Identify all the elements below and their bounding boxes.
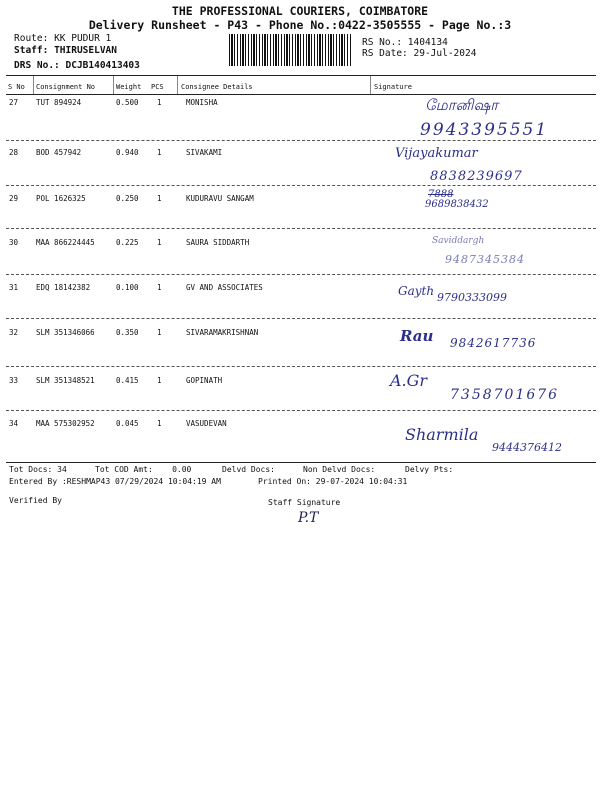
cell-consignee: SAURA SIDDARTH <box>186 238 250 247</box>
cell-weight: 0.250 <box>116 194 139 203</box>
handwritten-phone: 8838239697 <box>430 169 523 184</box>
row-separator <box>6 410 596 411</box>
col-header-consignment: Consignment No <box>36 83 96 91</box>
cell-sno: 30 <box>9 238 19 247</box>
verified-by-label: Verified By <box>9 496 62 505</box>
cell-pcs: 1 <box>157 98 162 107</box>
row-separator <box>6 318 596 319</box>
cell-consignee: KUDURAVU SANGAM <box>186 194 254 203</box>
row-separator <box>6 366 596 367</box>
handwritten-signature: மோனிஷா <box>425 96 499 114</box>
total-cod-amount: Tot COD Amt: 0.00 <box>95 465 192 474</box>
cell-pcs: 1 <box>157 328 162 337</box>
rs-date-label: RS Date: <box>362 48 408 59</box>
rs-date-value: 29-Jul-2024 <box>413 48 477 59</box>
row-separator <box>6 140 596 141</box>
entered-by: Entered By :RESHMAP43 07/29/2024 10:04:19 AM <box>9 477 221 486</box>
cell-weight: 0.415 <box>116 376 139 385</box>
handwritten-phone: 7358701676 <box>450 387 560 403</box>
cell-sno: 34 <box>9 419 19 428</box>
staff-label: Staff: <box>14 45 49 56</box>
handwritten-signature: Rau <box>400 327 434 345</box>
handwritten-signature: 7888 <box>428 189 454 200</box>
col-header-consignee: Consignee Details <box>181 83 253 91</box>
row-separator <box>6 228 596 229</box>
cell-consignment: EDQ 18142382 <box>36 283 91 292</box>
col-header-weight: Weight <box>116 83 142 91</box>
cell-consignee: GV AND ASSOCIATES <box>186 283 263 292</box>
non-delivered-docs: Non Delvd Docs: <box>303 465 376 474</box>
col-divider <box>113 76 114 94</box>
drs-line <box>14 60 140 71</box>
handwritten-signature: Sharmila <box>405 425 479 444</box>
cell-pcs: 1 <box>157 194 162 203</box>
row-separator <box>6 185 596 186</box>
cell-sno: 31 <box>9 283 19 292</box>
cell-weight: 0.940 <box>116 148 139 157</box>
col-divider <box>370 76 371 94</box>
handwritten-phone: 9689838432 <box>425 199 489 210</box>
handwritten-signature: Saviddargh <box>432 236 485 246</box>
table-top-rule <box>6 75 596 76</box>
route-value: KK PUDUR 1 <box>54 33 112 44</box>
staff-signature-label: Staff Signature <box>268 498 341 507</box>
staff-value: THIRUSELVAN <box>54 45 117 56</box>
cell-consignee: GOPINATH <box>186 376 223 385</box>
route-label: Route: <box>14 33 49 44</box>
cell-consignee: MONISHA <box>186 98 218 107</box>
printed-on: Printed On: 29-07-2024 10:04:31 <box>258 477 408 486</box>
table-header-rule <box>6 94 596 95</box>
cell-sno: 33 <box>9 376 19 385</box>
barcode-image <box>229 34 351 66</box>
cell-sno: 29 <box>9 194 19 203</box>
delivery-points: Delvy Pts: <box>405 465 454 474</box>
runsheet-subtitle: Delivery Runsheet - P43 - Phone No.:0422-3505555 - Page No.:3 <box>88 18 512 32</box>
route-line <box>14 33 111 44</box>
cell-weight: 0.100 <box>116 283 139 292</box>
cell-consignee: VASUDEVAN <box>186 419 227 428</box>
staff-line <box>14 45 117 56</box>
col-header-pcs: PCS <box>151 83 164 91</box>
cell-weight: 0.500 <box>116 98 139 107</box>
cell-weight: 0.045 <box>116 419 139 428</box>
handwritten-phone: 9842617736 <box>450 336 537 350</box>
handwritten-phone: 9487345384 <box>445 253 525 266</box>
cell-consignment: POL 1626325 <box>36 194 86 203</box>
cell-consignment: SLM 351346066 <box>36 328 95 337</box>
cell-weight: 0.225 <box>116 238 139 247</box>
handwritten-signature: Gayth <box>398 284 435 298</box>
cell-pcs: 1 <box>157 148 162 157</box>
cell-pcs: 1 <box>157 376 162 385</box>
rs-date-line <box>362 48 476 59</box>
col-divider <box>177 76 178 94</box>
cell-consignment: SLM 351348521 <box>36 376 95 385</box>
cell-consignment: MAA 866224445 <box>36 238 95 247</box>
company-title: THE PROFESSIONAL COURIERS, COIMBATORE <box>171 4 429 18</box>
table-bottom-rule <box>6 462 596 463</box>
cell-sno: 27 <box>9 98 19 107</box>
cell-consignment: TUT 894924 <box>36 98 82 107</box>
col-divider <box>33 76 34 94</box>
delivered-docs: Delvd Docs: <box>222 465 275 474</box>
cell-pcs: 1 <box>157 238 162 247</box>
rs-no-value: 1404134 <box>407 37 448 48</box>
row-separator <box>6 274 596 275</box>
rs-no-label: RS No.: <box>362 37 403 48</box>
cell-consignment: BOD 457942 <box>36 148 82 157</box>
cell-sno: 28 <box>9 148 19 157</box>
cell-consignee: SIVARAMAKRISHNAN <box>186 328 259 337</box>
handwritten-phone: 9444376412 <box>492 441 562 454</box>
col-header-signature: Signature <box>374 83 412 91</box>
cell-weight: 0.350 <box>116 328 139 337</box>
drs-value: DCJB140413403 <box>65 60 140 71</box>
drs-label: DRS No.: <box>14 60 60 71</box>
cell-pcs: 1 <box>157 283 162 292</box>
cell-pcs: 1 <box>157 419 162 428</box>
cell-sno: 32 <box>9 328 19 337</box>
handwritten-signature: Vijayakumar <box>395 146 478 161</box>
handwritten-signature: A.Gr <box>390 371 428 390</box>
handwritten-phone: 9790333099 <box>437 291 507 304</box>
cell-consignment: MAA 575302952 <box>36 419 95 428</box>
rs-no-line <box>362 37 448 48</box>
total-docs: Tot Docs: 34 <box>9 465 67 474</box>
col-header-sno: S No <box>8 83 25 91</box>
handwritten-phone: 9943395551 <box>420 120 549 140</box>
staff-signature: P.T <box>298 510 319 526</box>
cell-consignee: SIVAKAMI <box>186 148 223 157</box>
